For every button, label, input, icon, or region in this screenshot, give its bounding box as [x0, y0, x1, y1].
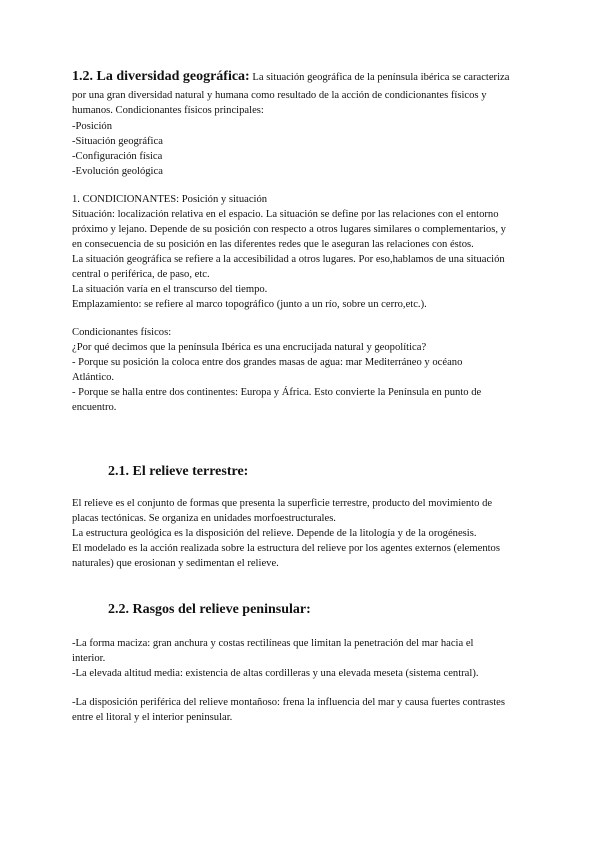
- paragraph-line: Situación: localización relativa en el espacio. La situación se define por las relaciones con el entorno: [72, 209, 499, 220]
- section-1-2-first-line: [72, 70, 532, 85]
- paragraph-line: en consecuencia de su posición en las diferentes redes que le aseguran las relaciones con éstos.: [72, 239, 474, 250]
- paragraph-line: Atlántico.: [72, 372, 115, 383]
- section-heading: 1.2. La diversidad geográfica:: [72, 69, 250, 84]
- paragraph-line: entre el litoral y el interior peninsular.: [72, 712, 233, 723]
- paragraph-line: central o periférica, de paso, etc.: [72, 269, 210, 280]
- paragraph-line: -La disposición periférica del relieve montañoso: frena la influencia del mar y causa fuertes contrastes: [72, 697, 505, 708]
- subsection-title: Condicionantes físicos:: [72, 327, 172, 338]
- paragraph-line: interior.: [72, 653, 106, 664]
- paragraph-line: La situación geográfica se refiere a la accesibilidad a otros lugares. Por eso,hablamos de una situación: [72, 254, 505, 265]
- paragraph-line: Emplazamiento: se refiere al marco topográfico (junto a un río, sobre un cerro,etc.).: [72, 299, 427, 310]
- paragraph-line: - Porque se halla entre dos continentes: Europa y África. Esto convierte la Península en punto de: [72, 387, 482, 398]
- list-item: -Situación geográfica: [72, 136, 163, 147]
- paragraph-line: naturales) que erosionan y sedimentan el relieve.: [72, 558, 279, 569]
- paragraph-line: placas tectónicas. Se organiza en unidades morfoestructurales.: [72, 513, 336, 524]
- section-heading: 2.2. Rasgos del relieve peninsular:: [108, 602, 311, 617]
- subsection-title: 1. CONDICIONANTES: Posición y situación: [72, 194, 268, 205]
- paragraph-line: próximo y lejano. Depende de su posición con respecto a otros lugares similares o complementarios, y: [72, 224, 506, 235]
- paragraph-line: humanos. Condicionantes físicos principales:: [72, 105, 264, 116]
- list-item: -Configuración física: [72, 151, 163, 162]
- paragraph-line: -La forma maciza: gran anchura y costas rectilíneas que limitan la penetración del mar hacia el: [72, 638, 474, 649]
- list-item: -Posición: [72, 121, 113, 132]
- paragraph-line: El relieve es el conjunto de formas que presenta la superficie terrestre, producto del movimiento de: [72, 498, 493, 509]
- paragraph-line: encuentro.: [72, 402, 117, 413]
- paragraph-line: - Porque su posición la coloca entre dos grandes masas de agua: mar Mediterráneo y océano: [72, 357, 463, 368]
- paragraph-line: La estructura geológica es la disposición del relieve. Depende de la litología y de la orogénesis.: [72, 528, 477, 539]
- section-heading: 2.1. El relieve terrestre:: [108, 464, 249, 479]
- paragraph-line: por una gran diversidad natural y humana como resultado de la acción de condicionantes físicos y: [72, 90, 487, 101]
- list-item: -Evolución geológica: [72, 166, 163, 177]
- paragraph-line: El modelado es la acción realizada sobre la estructura del relieve por los agentes externos (elementos: [72, 543, 500, 554]
- paragraph-line: ¿Por qué decimos que la península Ibérica es una encrucijada natural y geopolítica?: [72, 342, 427, 353]
- paragraph-line: La situación varía en el transcurso del tiempo.: [72, 284, 268, 295]
- paragraph-text: La situación geográfica de la península ibérica se caracteriza: [252, 72, 510, 83]
- paragraph-line: -La elevada altitud media: existencia de altas cordilleras y una elevada meseta (sistema central).: [72, 668, 479, 679]
